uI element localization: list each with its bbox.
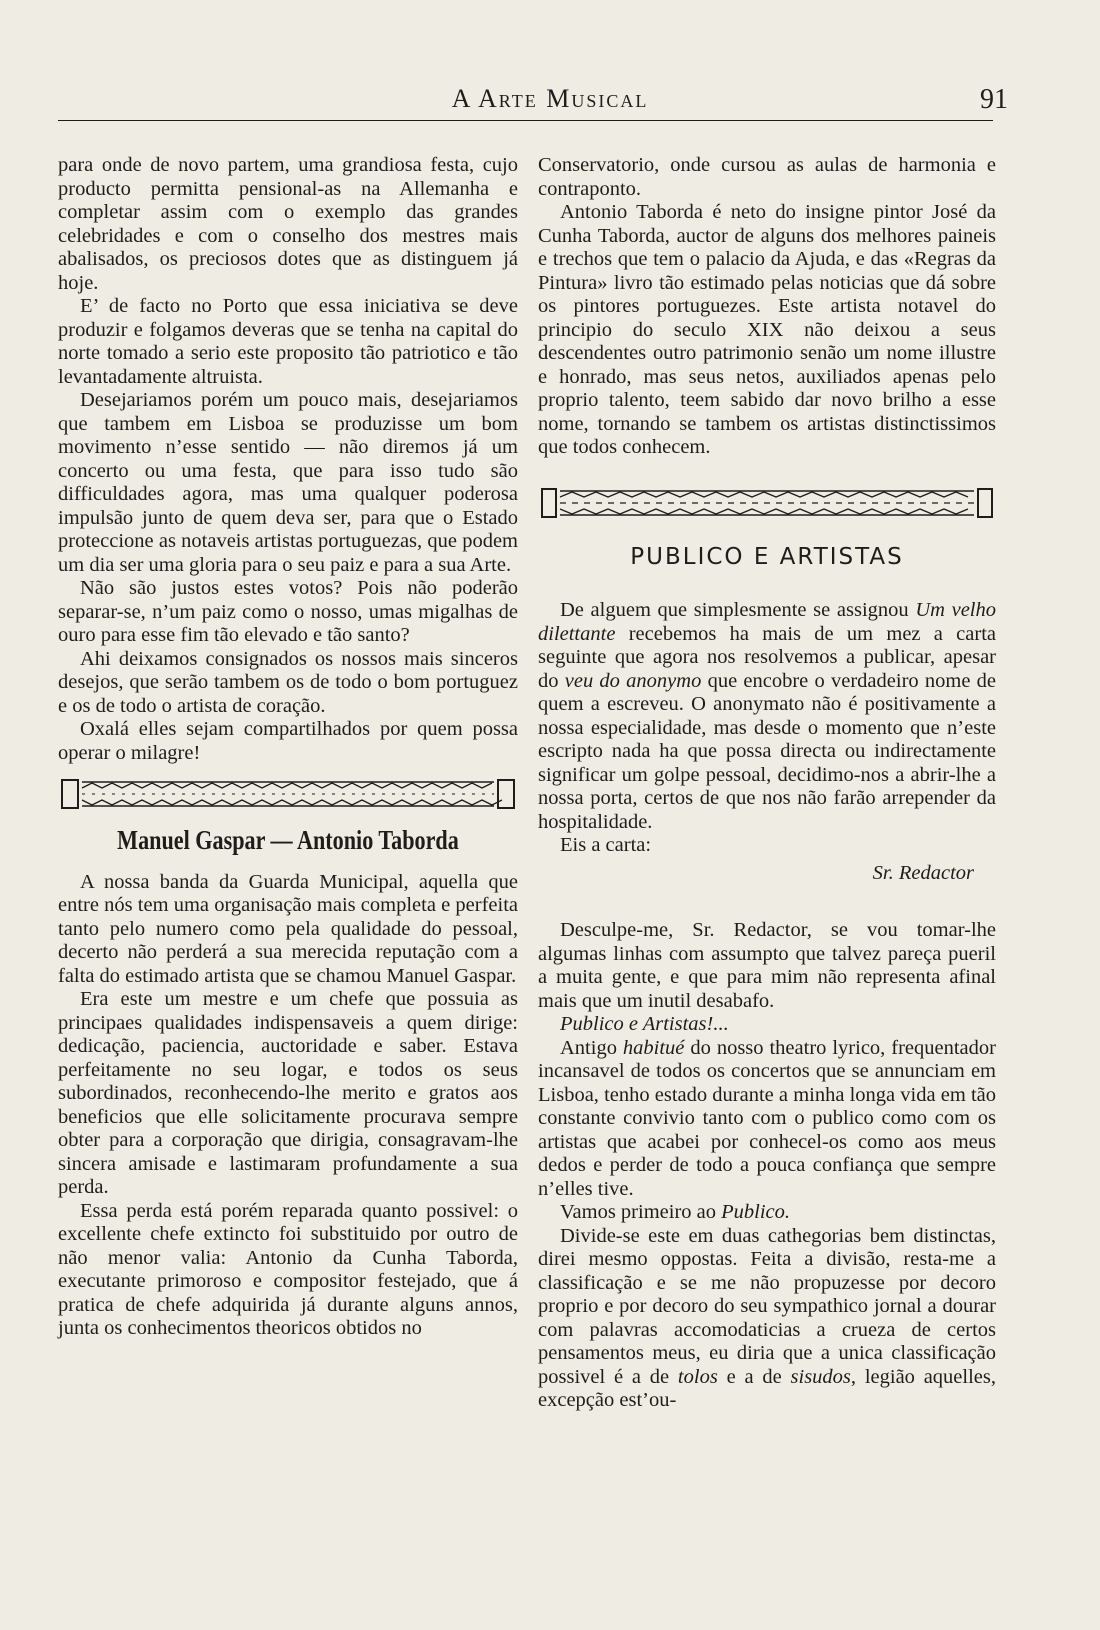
italic-text: veu do anonymo [564, 669, 702, 692]
text-run: , legião aquelles, excepção est’ou- [538, 1365, 996, 1411]
page-number: 91 [980, 84, 1008, 115]
text-run: recebemos ha mais de um mez a carta seguinte que agora nos resolvemos a publicar, apesar do [538, 622, 996, 692]
decorative-border-ornament [58, 777, 518, 811]
paragraph: Oxalá elles sejam compartilhados por quem possa operar o milagre! [58, 718, 518, 764]
text-run: De alguem que simplesmente se assignou [560, 599, 916, 621]
italic-text: sisudos [790, 1365, 851, 1388]
italic-text: Publico e Artistas!... [560, 1013, 729, 1035]
text-run: que encobre o verdadeiro nome de quem a escreveu. O anonymato não é positivamente a nossa especialidade, mas desde o momento que n’este escripto nada ha que possa directa ou indirectamente significar um golpe pessoal, decidimo-nos a abrir-lhe a nossa porta, certos de que nos não farão arrepender da hospitalidade. [538, 669, 997, 833]
paragraph: Ahi deixamos consignados os nossos mais sinceros desejos, que serão tambem os de todo o bom portuguez e os de todo o artista de coração. [58, 647, 518, 717]
paragraph [538, 1037, 996, 1202]
text-run: Vamos primeiro ao [560, 1201, 722, 1223]
paragraph: para onde de novo partem, uma grandiosa festa, cujo producto permitta pensional-as na Allemanha e completar assim com o exemplo das grandes celebridades e com o conselho dos mestres mais abalisados, os preciosos dotes que as distinguem já hoje. [58, 154, 518, 294]
paragraph: Antonio Taborda é neto do insigne pintor José da Cunha Taborda, auctor de alguns dos melhores paineis e trechos que tem o palacio da Ajuda, e das «Regras da Pintura» livro tão estimado pelas noticias que dá sobre os pintores portuguezes. Este artista notavel do principio do seculo XIX não deixou a seus descendentes outro patrimonio senão um nome illustre e honrado, mas seus netos, auxiliados apenas pelo proprio talento, teem sabido dar novo brilho a esse nome, tornando se tambem os artistas distinctissimos que todos conhecem. [538, 201, 996, 458]
paragraph: Desejariamos porém um pouco mais, desejariamos que tambem em Lisboa se produzisse um bom movimento n’esse sentido — não diremos já um concerto ou uma festa, que para isso tudo são difficuldades agora, mas uma qualquer poderosa impulsão junto de quem deva ser, para que o Estado proteccione as notaveis artistas portuguezas, que podem um dia ser uma gloria para o seu paiz e para a sua Arte. [58, 389, 518, 576]
left-column [58, 154, 518, 1341]
header-rule [58, 120, 993, 121]
running-head: A Arte Musical [451, 84, 649, 113]
text-run: do nosso theatro lyrico, frequentador incansavel de todos os concertos que se annunciam em Lisboa, tenho estado durante a minha longa vida em tão constante convivio tanto com o publico como com os artistas que acabei por conhecel-os como aos meus dedos e perder de todo a pouca confiança que sempre n’elles tive. [538, 1036, 996, 1200]
paragraph: A nossa banda da Guarda Municipal, aquella que entre nós tem uma organisação mais completa e perfeita tanto pelo numero como pela qualidade do pessoal, decerto não perderá a sua merecida reputação com a falta do estimado artista que se chamou Manuel Gaspar. [58, 870, 518, 987]
italic-text: habitué [622, 1036, 685, 1059]
paragraph [538, 599, 996, 834]
paragraph: E’ de facto no Porto que essa iniciativa se deve produzir e folgamos deveras que se tenha na capital do norte tomado a serio este proposito tão patriotico e tão levantadamente altruista. [58, 295, 518, 388]
paragraph: Eis a carta: [560, 834, 652, 856]
salutation: Sr. Redactor [872, 861, 974, 884]
text-run: e a de [717, 1365, 791, 1388]
italic-text: tolos [677, 1365, 718, 1388]
decorative-border-ornament [538, 486, 996, 520]
text-run: Antigo [560, 1036, 623, 1059]
article-title: PUBLICO E ARTISTAS [630, 543, 904, 570]
paragraph: Desculpe-me, Sr. Redactor, se vou tomar-lhe algumas linhas com assumpto que talvez pareça pueril a muita gente, e que para mim não representa afinal mais que um inutil desabafo. [538, 919, 996, 1012]
paragraph: Essa perda está porém reparada quanto possivel: o excellente chefe extincto foi substituido por outro de não menor valia: Antonio da Cunha Taborda, executante primoroso e compositor festejado, que á pratica de chefe adquirida já durante alguns annos, junta os conhecimentos theoricos obtidos no [58, 1199, 518, 1339]
paragraph: Era este um mestre e um chefe que possuia as principaes qualidades indispensaveis a quem dirige: dedicação, paciencia, auctoridade e saber. Estava perfeitamente no seu logar, e todos os seus subordinados, reconhecendo-lhe merito e gratos aos beneficios que elle solicitamente procurava sempre obter para a corporação que dirigia, consagravam-lhe sincera amisade e lastimaram profundamente a sua perda. [58, 988, 518, 1198]
paragraph [538, 1013, 996, 1037]
paragraph: Não são justos estes votos? Pois não poderão separar-se, n’um paiz como o nosso, umas migalhas de ouro para esse fim tão elevado e tão santo? [58, 577, 518, 646]
text-run: Divide-se este em duas cathegorias bem distinctas, direi mesmo oppostas. Feita a divisão, resta-me a classificação e se me não propuzesse por decoro proprio e por decoro do seu sympathico jornal a dourar com palavras accomodaticias a crueza de certos pensamentos meus, eu diria que a unica classificação possivel é a de [538, 1224, 996, 1388]
paragraph: Conservatorio, onde cursou as aulas de harmonia e contraponto. [538, 154, 996, 200]
italic-text: Publico. [721, 1201, 791, 1223]
italic-text: Um velho dilettante [538, 599, 996, 645]
paragraph [538, 1201, 996, 1225]
paragraph [538, 1225, 996, 1413]
article-title: Manuel Gaspar — Antonio Taborda [117, 825, 459, 855]
right-column [538, 154, 996, 1413]
